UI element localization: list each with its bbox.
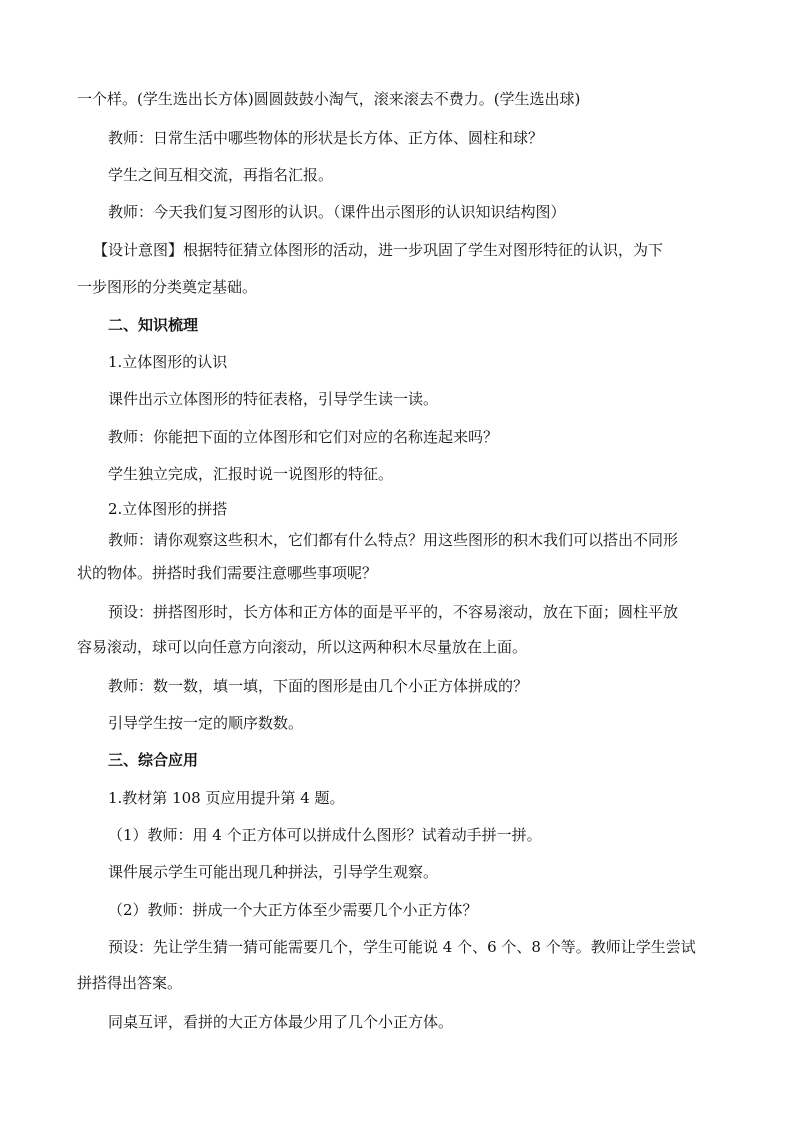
section-heading: 三、综合应用 <box>108 751 199 769</box>
paragraph-line: 一个样。(学生选出长方体)圆圆鼓鼓小淘气，滚来滚去不费力。(学生选出球) <box>77 90 581 108</box>
paragraph-line: （2）教师：拼成一个大正方体至少需要几个小正方体？ <box>108 901 478 919</box>
paragraph-line: 教师：今天我们复习图形的认识。（课件出示图形的认识知识结构图） <box>108 203 566 221</box>
subsection-heading: 2.立体图形的拼搭 <box>108 500 228 518</box>
paragraph-line: 同桌互评，看拼的大正方体最少用了几个小正方体。 <box>108 1013 454 1031</box>
paragraph-line: 课件出示立体图形的特征表格，引导学生读一读。 <box>108 390 439 408</box>
paragraph-line: 学生独立完成，汇报时说一说图形的特征。 <box>108 465 394 483</box>
paragraph-line: 教师：你能把下面的立体图形和它们对应的名称连起来吗？ <box>108 428 499 446</box>
paragraph-line: 学生之间互相交流，再指名汇报。 <box>108 166 334 184</box>
paragraph-line: 引导学生按一定的顺序数数。 <box>108 714 304 732</box>
section-heading: 二、知识梳理 <box>108 316 199 334</box>
paragraph-line: 教师：日常生活中哪些物体的形状是长方体、正方体、圆柱和球？ <box>108 129 544 147</box>
paragraph-line: 预设：拼搭图形时，长方体和正方体的面是平平的，不容易滚动，放在下面；圆柱平放 <box>108 603 679 621</box>
paragraph-line: 课件展示学生可能出现几种拼法，引导学生观察。 <box>108 863 439 881</box>
paragraph-line: 教师：请你观察这些积木，它们都有什么特点？用这些图形的积木我们可以搭出不同形 <box>108 531 679 549</box>
paragraph-line: 拼搭得出答案。 <box>77 974 183 992</box>
paragraph-line: 预设：先让学生猜一猜可能需要几个，学生可能说 4 个、6 个、8 个等。教师让学生尝试 <box>108 938 696 956</box>
subsection-heading: 1.立体图形的认识 <box>108 353 228 371</box>
paragraph-line: 教师：数一数，填一填，下面的图形是由几个小正方体拼成的？ <box>108 677 529 695</box>
subsection-heading: 1.教材第 108 页应用提升第 4 题。 <box>108 789 345 807</box>
paragraph-line: （1）教师：用 4 个正方体可以拼成什么图形？试着动手拼一拼。 <box>108 826 542 844</box>
paragraph-line: 一步图形的分类奠定基础。 <box>77 278 258 296</box>
paragraph-line: 容易滚动，球可以向任意方向滚动，所以这两种积木尽量放在上面。 <box>77 638 528 656</box>
paragraph-line: 状的物体。拼搭时我们需要注意哪些事项呢？ <box>77 564 378 582</box>
design-intent-line: 【设计意图】根据特征猜立体图形的活动，进一步巩固了学生对图形特征的认识，为下 <box>93 241 664 259</box>
